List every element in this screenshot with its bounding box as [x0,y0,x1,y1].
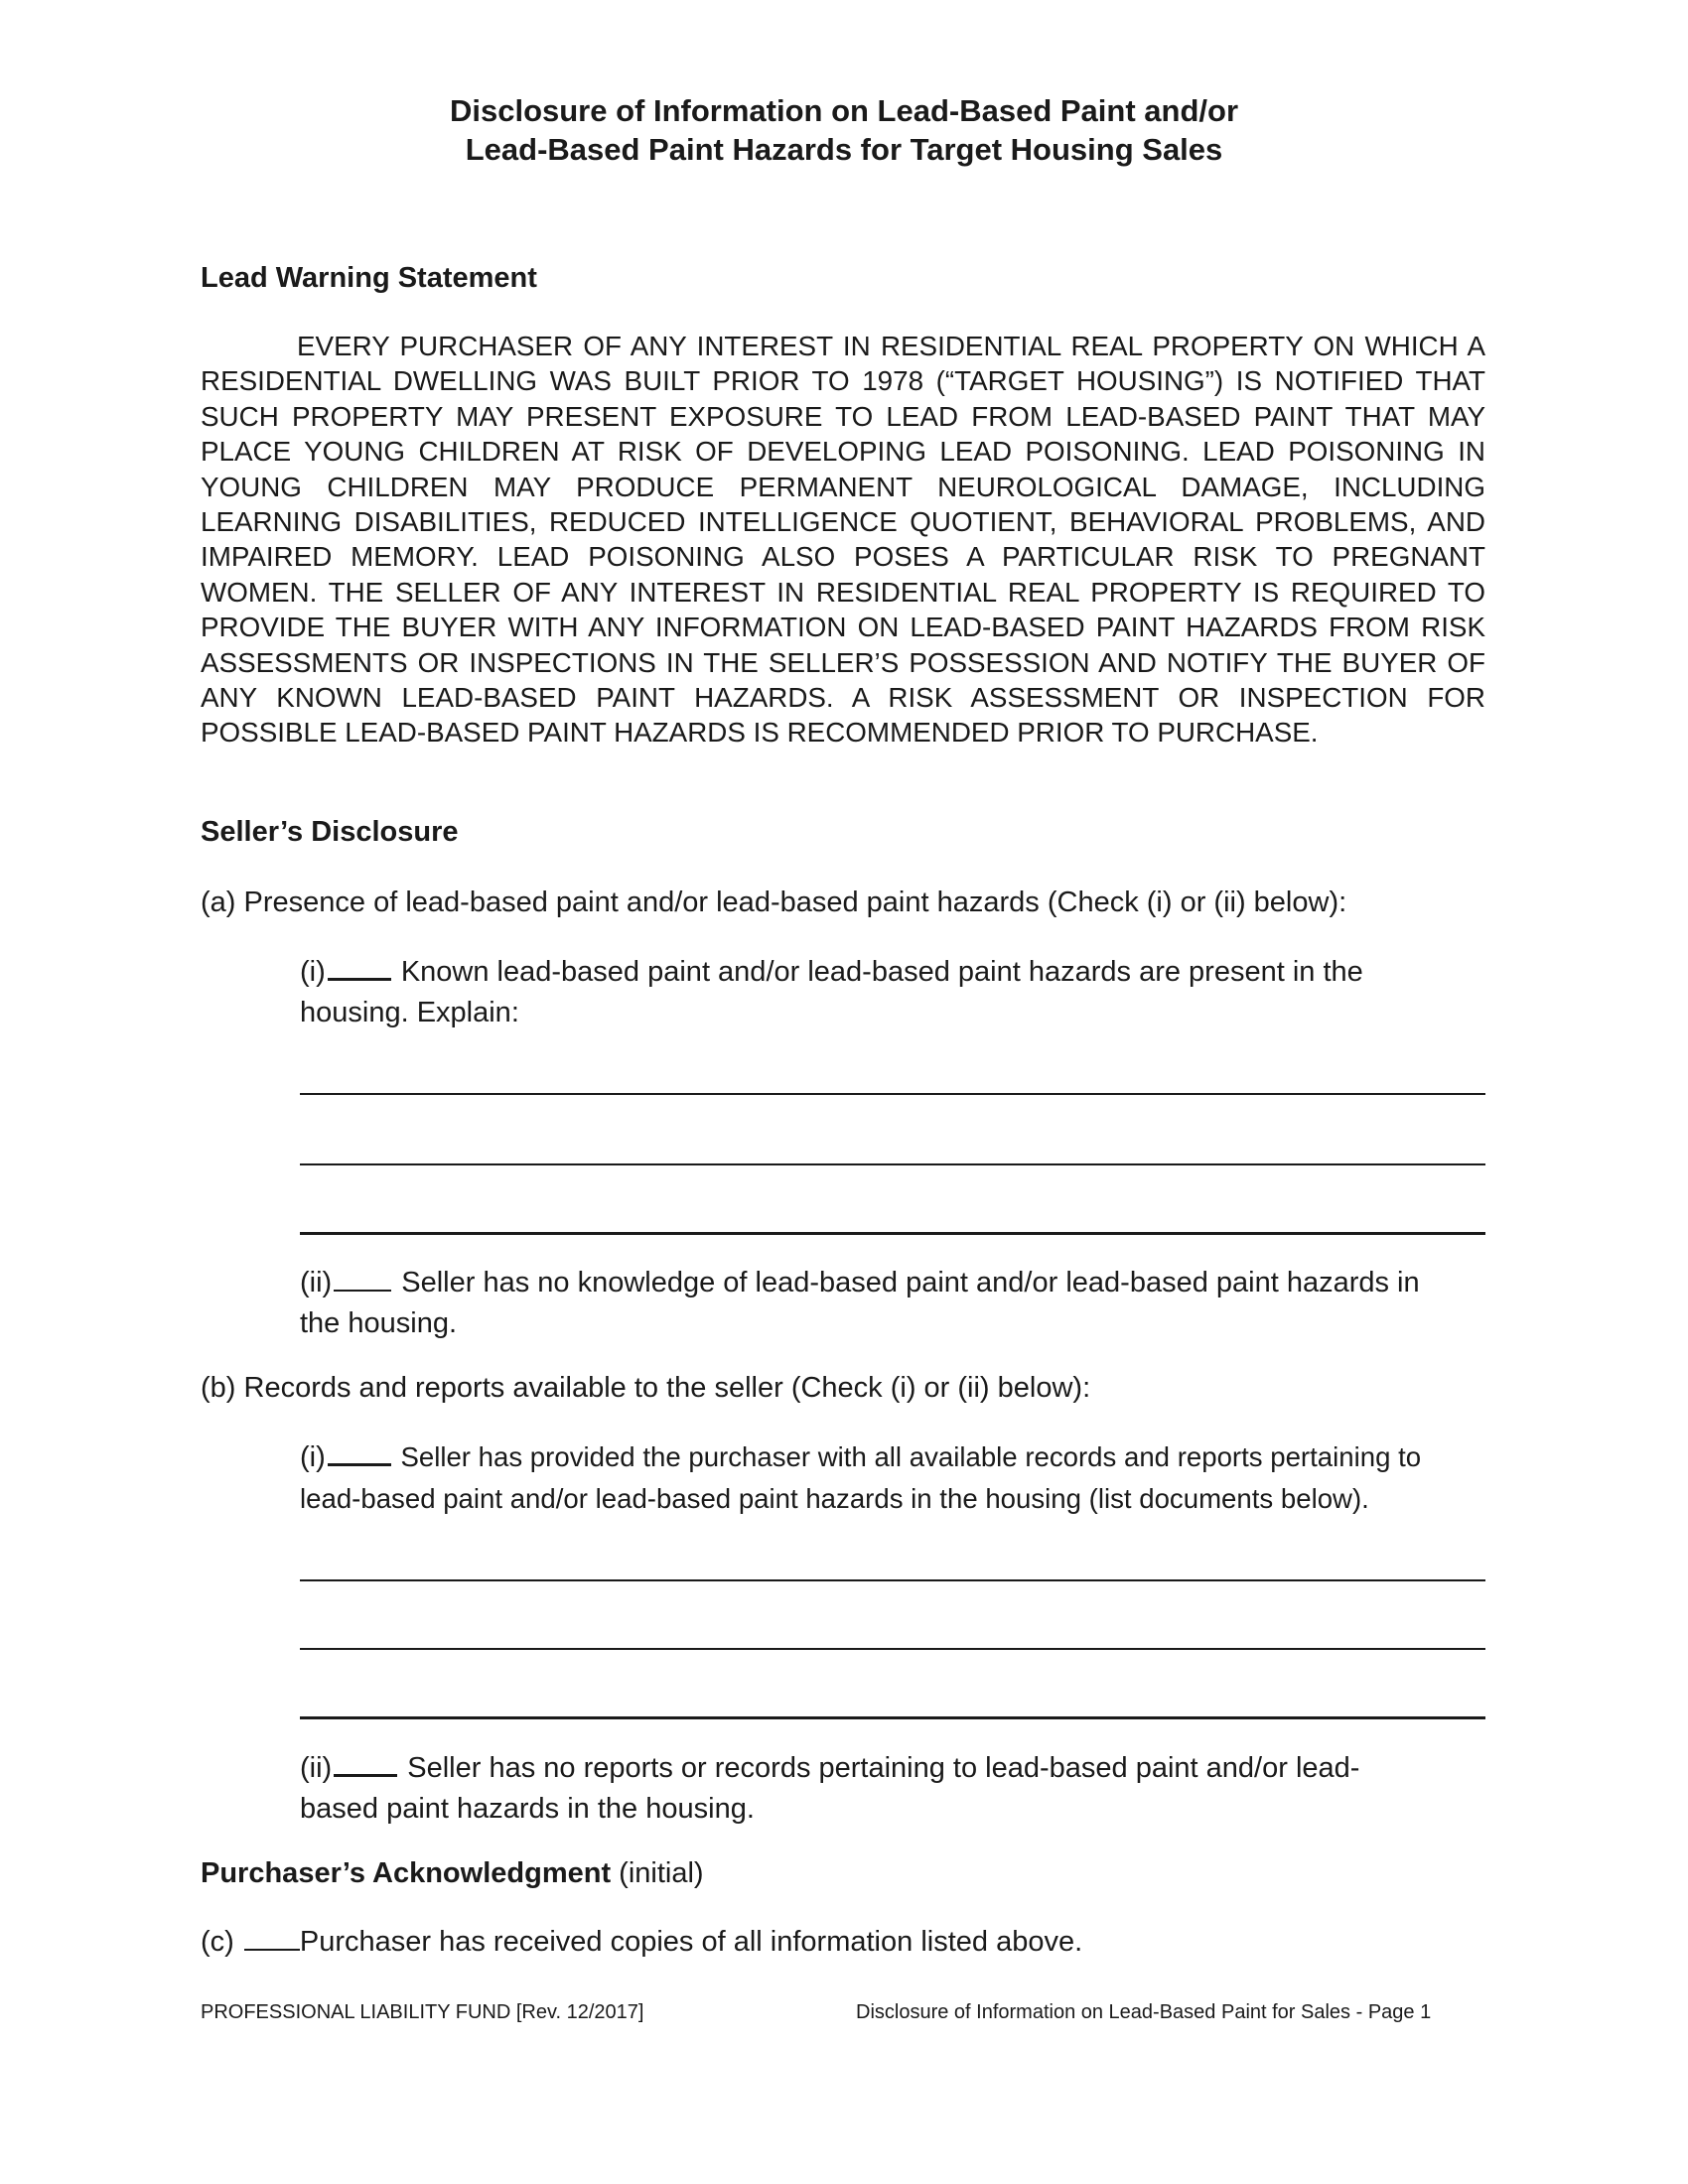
item-b-label: (b) [201,1372,236,1404]
item-a-ii-label: (ii) [300,1267,333,1298]
item-a-ii-text-line2: the housing. [300,1307,458,1339]
item-c [201,1924,1082,1960]
lead-warning-text: EVERY PURCHASER OF ANY INTEREST IN RESIDENTIAL REAL PROPERTY ON WHICH A RESIDENTIAL DWELLING WAS BUILT PRIOR TO 1978 (“TARGET HOUSING”) IS NOTIFIED THAT SUCH PROPERTY MAY PRESENT EXPOSURE TO LEAD FROM LEAD-BASED PAINT THAT MAY PLACE YOUNG CHILDREN AT RISK OF DEVELOPING LEAD POISONING. LEAD POISONING IN YOUNG CHILDREN MAY PRODUCE PERMANENT NEUROLOGICAL DAMAGE, INCLUDING LEARNING DISABILITIES, REDUCED INTELLIGENCE QUOTIENT, BEHAVIORAL PROBLEMS, AND IMPAIRED MEMORY. LEAD POISONING ALSO POSES A PARTICULAR RISK TO PREGNANT WOMEN. THE SELLER OF ANY INTEREST IN RESIDENTIAL REAL PROPERTY IS REQUIRED TO PROVIDE THE BUYER WITH ANY INFORMATION ON LEAD-BASED PAINT HAZARDS FROM RISK ASSESSMENTS OR INSPECTIONS IN THE SELLER’S POSSESSION AND NOTIFY THE BUYER OF ANY KNOWN LEAD-BASED PAINT HAZARDS. A RISK ASSESSMENT OR INSPECTION FOR POSSIBLE LEAD-BASED PAINT HAZARDS IS RECOMMENDED PRIOR TO PURCHASE. [201,331,1485,749]
item-a-i-label: (i) [300,956,326,988]
explain-line-3[interactable] [300,1232,1485,1235]
purchasers-ack-heading-row [201,1855,704,1891]
item-b-i-label: (i) [300,1441,326,1473]
purchasers-ack-heading: Purchaser’s Acknowledgment [201,1857,612,1889]
document-title-line2: Lead-Based Paint Hazards for Target Housing Sales [465,132,1223,167]
document-title-line1: Disclosure of Information on Lead-Based Paint and/or [449,93,1239,128]
item-b-ii-label: (ii) [300,1752,333,1784]
sellers-disclosure-heading: Seller’s Disclosure [201,816,459,848]
item-b-ii-text-line1: Seller has no reports or records pertaining to lead-based paint and/or lead- [407,1752,1360,1784]
footer-right: Disclosure of Information on Lead-Based Paint for Sales - Page 1 [856,2001,1432,2023]
item-a [201,885,1346,920]
item-c-label: (c) [201,1926,234,1958]
purchasers-ack-heading-suffix: (initial) [619,1857,704,1889]
item-c-text: Purchaser has received copies of all information listed above. [299,1926,1083,1958]
item-b [201,1370,1090,1406]
item-a-ii [300,1265,1420,1300]
footer-left: PROFESSIONAL LIABILITY FUND [Rev. 12/2017] [201,2001,644,2023]
item-a-i-text-line1: Known lead-based paint and/or lead-based paint hazards are present in the [400,956,1363,988]
item-b-ii-text-line2: based paint hazards in the housing. [300,1793,755,1825]
documents-line-1[interactable] [300,1579,1485,1581]
item-a-text: Presence of lead-based paint and/or lead-based paint hazards (Check (i) or (ii) below): [243,887,1347,918]
initial-blank-c[interactable] [244,1929,300,1951]
lead-warning-heading: Lead Warning Statement [201,262,537,294]
item-b-i-text-line2: lead-based paint and/or lead-based paint hazards in the housing (list documents below). [300,1483,1369,1514]
item-a-label: (a) [201,887,236,918]
item-b-ii [300,1750,1359,1786]
item-a-i-text-line2: housing. Explain: [300,997,519,1028]
explain-line-1[interactable] [300,1093,1485,1095]
initial-blank-a-ii[interactable] [334,1270,391,1292]
item-b-text: Records and reports available to the seller (Check (i) or (ii) below): [243,1372,1091,1404]
initial-blank-b-ii[interactable] [334,1754,397,1777]
item-a-ii-text-line1: Seller has no knowledge of lead-based paint and/or lead-based paint hazards in [401,1267,1420,1298]
explain-line-2[interactable] [300,1163,1485,1165]
initial-blank-a-i[interactable] [328,958,391,981]
item-a-i [300,954,1363,990]
documents-line-3[interactable] [300,1716,1485,1719]
item-b-i-text-line1: Seller has provided the purchaser with all available records and reports pertaining to [400,1441,1422,1472]
documents-line-2[interactable] [300,1648,1485,1650]
initial-blank-b-i[interactable] [328,1443,391,1466]
item-b-i [300,1439,1421,1475]
